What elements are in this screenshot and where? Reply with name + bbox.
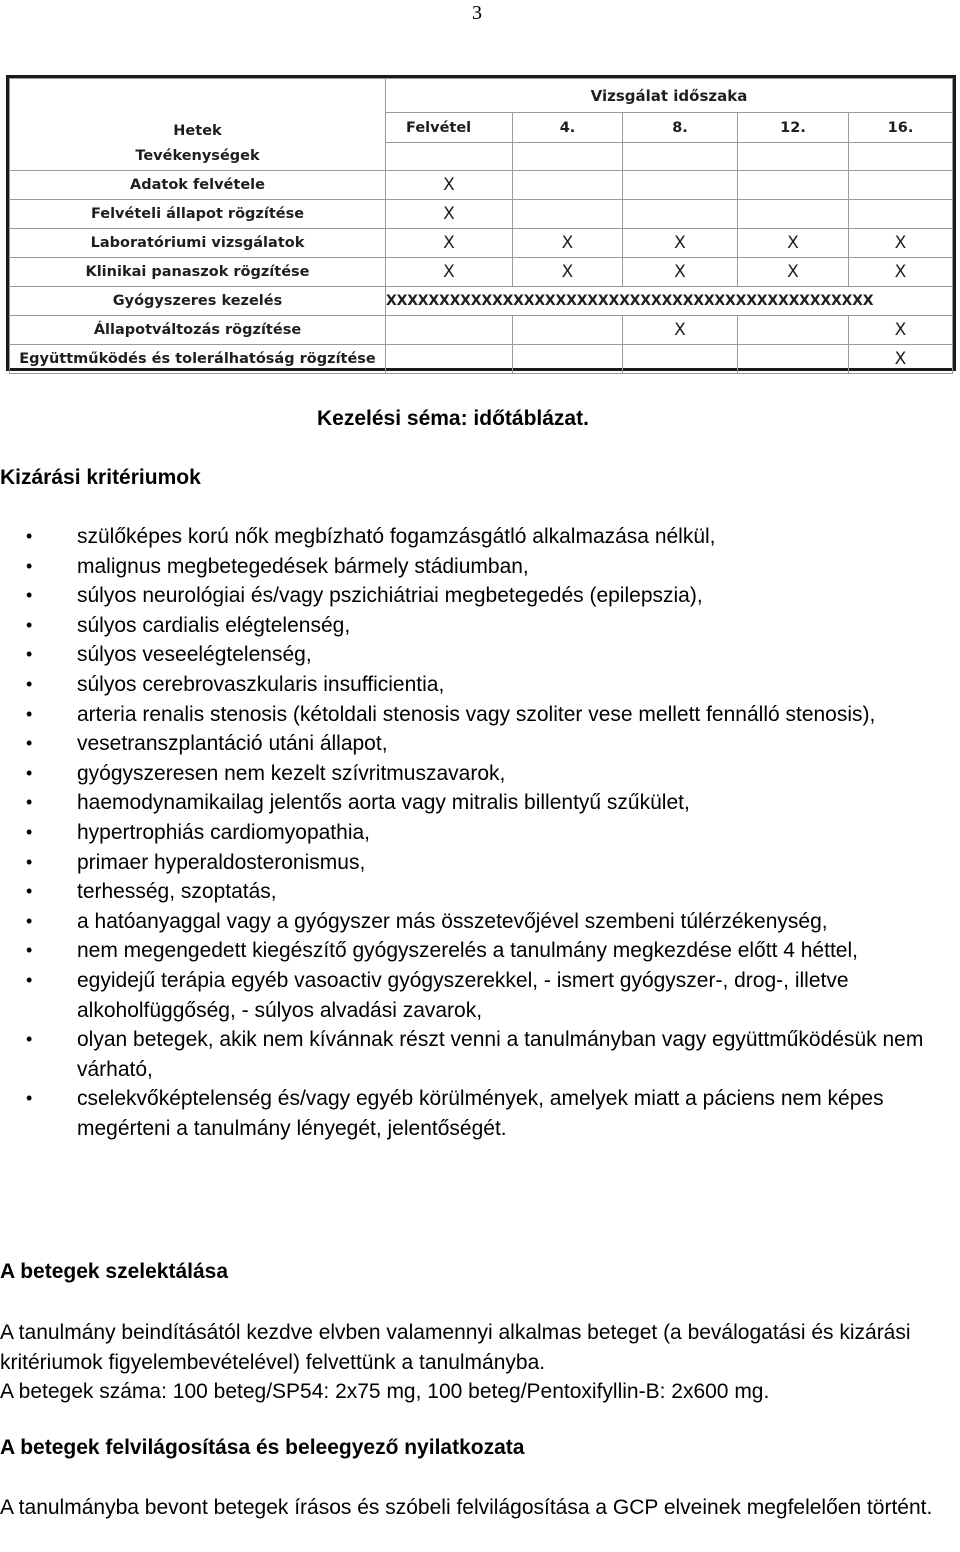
list-item: • cselekvőképtelenség és/vagy egyéb körülmények, amelyek miatt a páciens nem képes megérteni a tanulmány lényegét, jelentőségét.	[0, 1084, 960, 1143]
selection-paragraph: A tanulmány beindításától kezdve elvben valamennyi alkalmas beteget (a beválogatási és kizárási kritériumok figyelembevételével) felvettünk a tanulmányba.	[0, 1321, 911, 1374]
mark-cell: X	[849, 345, 953, 374]
list-item: • gyógyszeresen nem kezelt szívritmuszavarok,	[0, 759, 960, 789]
selection-title: A betegek szelektálása	[0, 1260, 229, 1283]
list-item: • szülőképes korú nők megbízható fogamzásgátló alkalmazása nélkül,	[0, 522, 960, 552]
mark-cell: X	[386, 200, 513, 229]
mark-cell: X	[849, 316, 953, 345]
list-item: • primaer hyperaldosteronismus,	[0, 848, 960, 878]
mark-cell	[849, 171, 953, 200]
mark-cell	[738, 200, 849, 229]
mark-cell: X	[386, 171, 513, 200]
mark-cell: X	[386, 229, 513, 258]
mark-cell: X	[623, 258, 738, 287]
schedule-table	[6, 75, 956, 371]
mark-cell: X	[849, 258, 953, 287]
mark-cell	[623, 171, 738, 200]
row-label: Klinikai panaszok rögzítése	[10, 258, 386, 287]
list-item: • súlyos cerebrovaszkularis insufficientia,	[0, 670, 960, 700]
list-item: • a hatóanyaggal vagy a gyógyszer más összetevőjével szembeni túlérzékenység,	[0, 907, 960, 937]
row-label: Állapotváltozás rögzítése	[10, 316, 386, 345]
list-item: • súlyos veseelégtelenség,	[0, 640, 960, 670]
mark-cell: X	[738, 229, 849, 258]
mark-cell	[513, 200, 623, 229]
row-label: Együttműködés és tolerálhatóság rögzítése	[10, 345, 386, 374]
mark-cell: X	[738, 258, 849, 287]
list-item: • haemodynamikailag jelentős aorta vagy mitralis billentyű szűkület,	[0, 788, 960, 818]
row-label: Gyógyszeres kezelés	[10, 287, 386, 316]
consent-title: A betegek felvilágosítása és beleegyező nyilatkozata	[0, 1436, 525, 1459]
column-header: 8.	[623, 113, 738, 143]
list-item: • hypertrophiás cardiomyopathia,	[0, 818, 960, 848]
column-header: Felvétel	[386, 113, 513, 143]
list-item: • vesetranszplantáció utáni állapot,	[0, 729, 960, 759]
mark-cell: X	[623, 229, 738, 258]
row-label: Felvételi állapot rögzítése	[10, 200, 386, 229]
table-caption: Kezelési séma: időtáblázat.	[317, 407, 589, 430]
mark-cell	[386, 316, 513, 345]
column-header: 16.	[849, 113, 953, 143]
period-header: Vizsgálat időszaka	[386, 79, 953, 113]
mark-cell	[738, 316, 849, 345]
list-item: • arteria renalis stenosis (kétoldali stenosis vagy szoliter vese mellett fennálló stenosis),	[0, 700, 960, 730]
list-item: • súlyos cardialis elégtelenség,	[0, 611, 960, 641]
mark-cell	[513, 316, 623, 345]
mark-cell	[513, 171, 623, 200]
selection-count: A betegek száma: 100 beteg/SP54: 2x75 mg, 100 beteg/Pentoxifyllin-B: 2x600 mg.	[0, 1380, 770, 1403]
mark-cell	[623, 345, 738, 374]
column-header: 4.	[513, 113, 623, 143]
treatment-span: XXXXXXXXXXXXXXXXXXXXXXXXXXXXXXXXXXXXXXXXXXXXXX	[386, 287, 953, 316]
mark-cell	[738, 345, 849, 374]
list-item: • terhesség, szoptatás,	[0, 877, 960, 907]
page-number: 3	[472, 2, 482, 24]
mark-cell: X	[513, 229, 623, 258]
mark-cell: X	[849, 229, 953, 258]
row-label: Adatok felvétele	[10, 171, 386, 200]
list-item: • olyan betegek, akik nem kívánnak részt venni a tanulmányban vagy együttműködésük nem várható,	[0, 1025, 960, 1084]
consent-paragraph: A tanulmányba bevont betegek írásos és szóbeli felvilágosítása a GCP elveinek megfelelően történt.	[0, 1496, 933, 1519]
mark-cell	[623, 200, 738, 229]
list-item: • nem megengedett kiegészítő gyógyszerelés a tanulmány megkezdése előtt 4 héttel,	[0, 936, 960, 966]
exclusion-list	[0, 522, 960, 1143]
mark-cell	[849, 200, 953, 229]
column-header: 12.	[738, 113, 849, 143]
exclusion-title: Kizárási kritériumok	[0, 466, 201, 489]
activities-label: Tevékenységek	[10, 143, 386, 171]
mark-cell	[513, 345, 623, 374]
row-label: Laboratóriumi vizsgálatok	[10, 229, 386, 258]
mark-cell: X	[623, 316, 738, 345]
weeks-label: Hetek	[10, 79, 386, 143]
mark-cell	[386, 345, 513, 374]
list-item: • súlyos neurológiai és/vagy pszichiátriai megbetegedés (epilepszia),	[0, 581, 960, 611]
mark-cell: X	[386, 258, 513, 287]
list-item: • egyidejű terápia egyéb vasoactiv gyógyszerekkel, - ismert gyógyszer-, drog-, illetve alkoholfüggőség, - súlyos alvadási zavarok,	[0, 966, 960, 1025]
mark-cell	[738, 171, 849, 200]
list-item: • malignus megbetegedések bármely stádiumban,	[0, 552, 960, 582]
mark-cell: X	[513, 258, 623, 287]
